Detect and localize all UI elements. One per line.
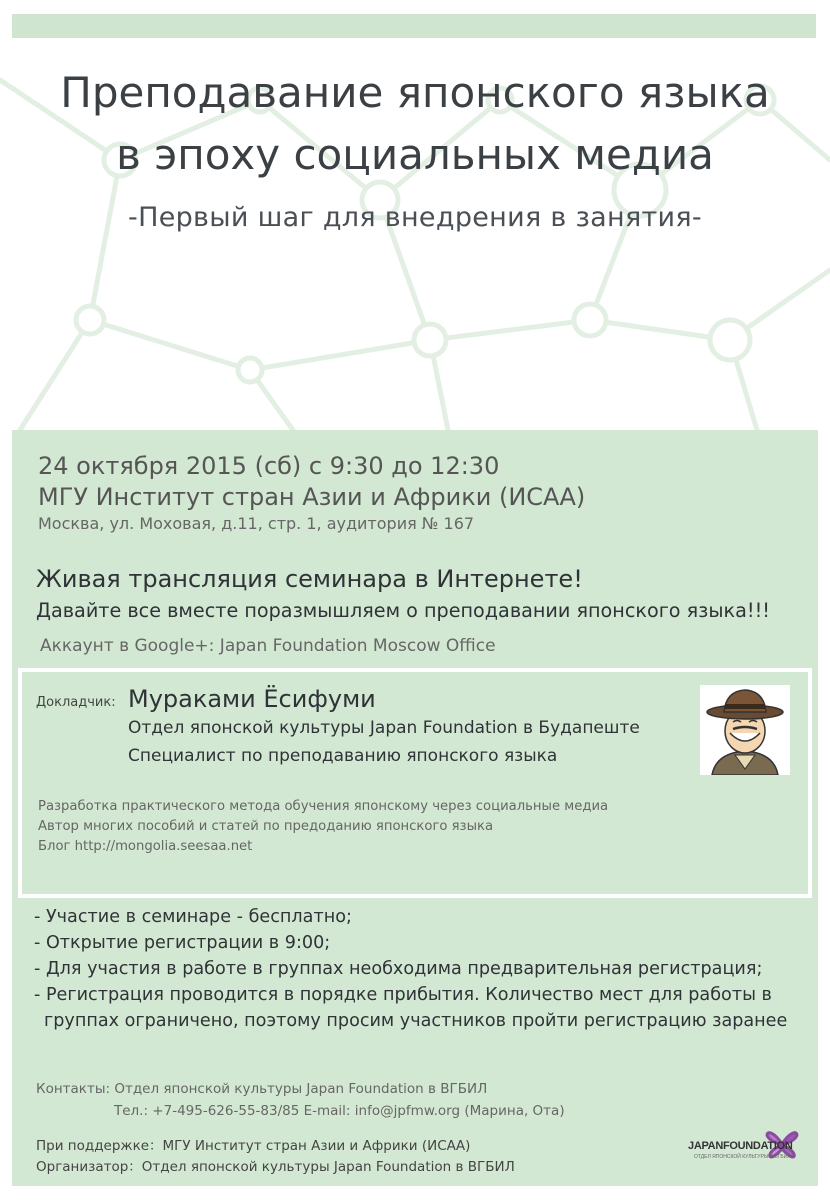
logo-text: JAPANFOUNDATION xyxy=(688,1140,793,1152)
logo-subtext: ОТДЕЛ ЯПОНСКОЙ КУЛЬТУРЫ В ВГБИЛ xyxy=(694,1154,791,1160)
speaker-role: Специалист по преподаванию японского языка xyxy=(128,746,558,766)
rule-item: - Участие в семинаре - бесплатно; xyxy=(34,907,352,927)
organizer-line: Организатор：Отдел японской культуры Japan Foundation в ВГБИЛ xyxy=(36,1159,515,1175)
stream-account: Аккаунт в Google+: Japan Foundation Moscow Office xyxy=(40,636,496,656)
speaker-blog-link[interactable]: Блог http://mongolia.seesaa.net xyxy=(38,839,253,854)
contacts xyxy=(36,1078,565,1122)
title-line-1: Преподавание японского языка xyxy=(60,68,770,117)
top-decor-bar xyxy=(12,14,816,38)
rule-item: - Открытие регистрации в 9:00; xyxy=(34,933,331,953)
event-venue: МГУ Институт стран Азии и Африки (ИСАА) xyxy=(38,483,586,511)
speaker-bio-line: Автор многих пособий и статей по предоданию японского языка xyxy=(38,819,494,834)
speaker-affiliation: Отдел японской культуры Japan Foundation в Будапеште xyxy=(128,718,640,738)
stream-heading: Живая трансляция семинара в Интернете! xyxy=(36,565,583,593)
event-date: 24 октября 2015 (сб) с 9:30 до 12:30 xyxy=(38,452,500,480)
speaker-label: Докладчик: xyxy=(36,695,116,710)
speaker-bio xyxy=(38,797,608,857)
rule-item: - Для участия в работе в группах необходима предварительная регистрация; xyxy=(34,959,763,979)
page-title xyxy=(0,62,830,186)
japan-foundation-logo xyxy=(688,1120,808,1176)
title-line-2: в эпоху социальных медиа xyxy=(116,130,714,179)
speaker-bio-line: Разработка практического метода обучения японскому через социальные медиа xyxy=(38,799,609,814)
participation-rules-list xyxy=(34,904,814,1034)
page-subtitle: -Первый шаг для внедрения в занятия- xyxy=(128,202,702,233)
supporter-line: При поддержке：МГУ Институт стран Азии и Африки (ИСАА) xyxy=(36,1138,471,1154)
stream-call-to-action: Давайте все вместе поразмышляем о преподавании японского языка!!! xyxy=(36,599,770,622)
speaker-avatar xyxy=(700,685,790,775)
sponsors xyxy=(36,1136,515,1178)
contacts-line: Контакты: Отдел японской культуры Japan Foundation в ВГБИЛ xyxy=(36,1081,488,1097)
event-address: Москва, ул. Моховая, д.11, стр. 1, аудитория № 167 xyxy=(38,514,475,533)
rule-item: - Регистрация проводится в порядке прибытия. Количество мест для работы в xyxy=(34,985,772,1005)
speaker-name: Мураками Ёсифуми xyxy=(128,685,376,713)
rule-item-continuation: группах ограничено, поэтому просим участников пройти регистрацию заранее xyxy=(44,1011,788,1031)
contacts-phone-email[interactable]: Тел.: +7-495-626-55-83/85 E-mail: info@jpfmw.org (Марина, Ота) xyxy=(114,1103,565,1119)
